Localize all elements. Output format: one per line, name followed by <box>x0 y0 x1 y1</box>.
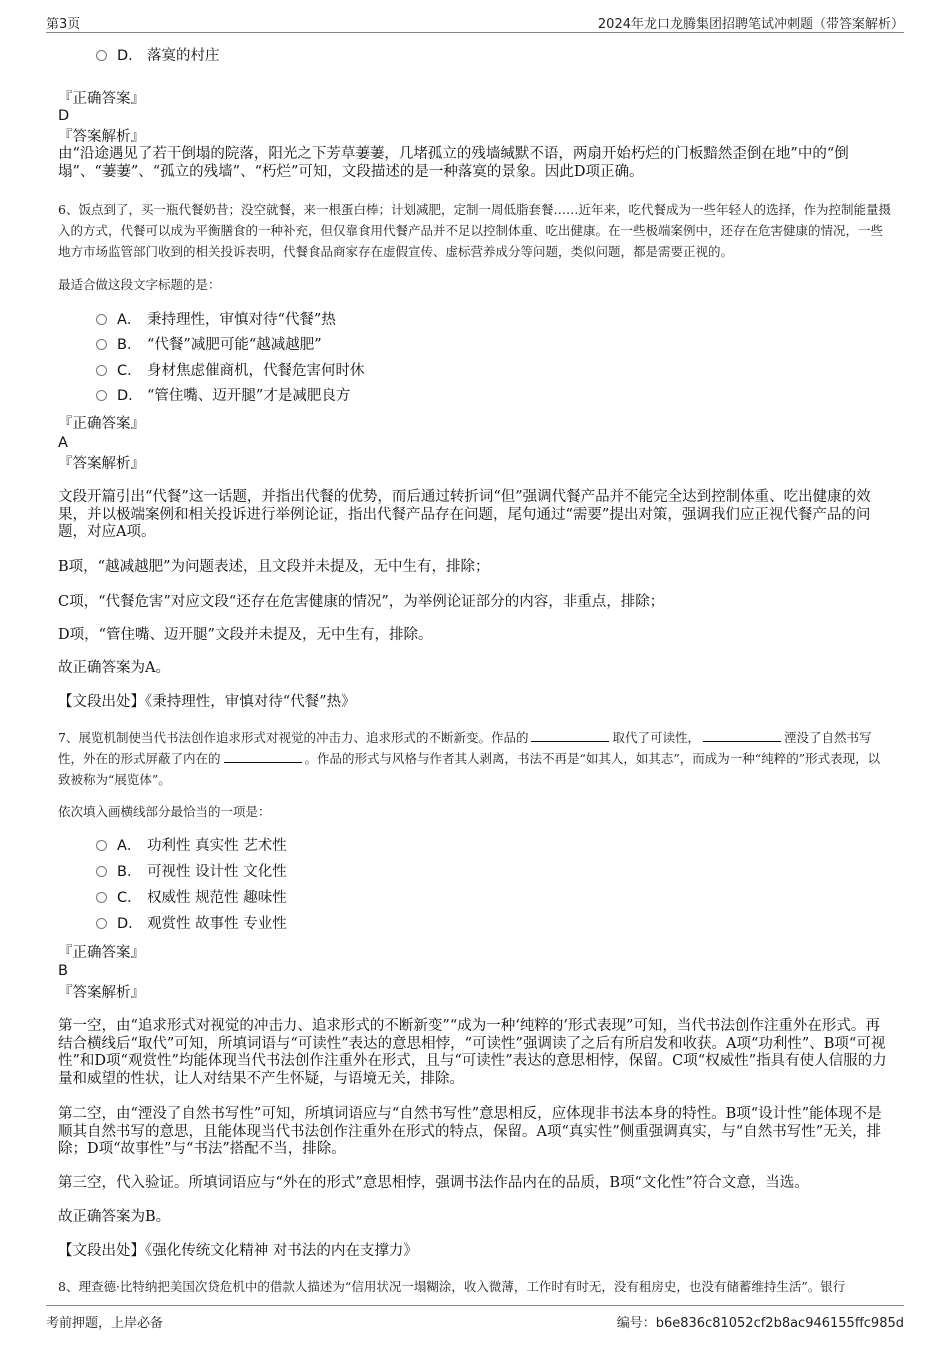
q5-correct-label: 『正确答案』 <box>58 91 145 107</box>
q7-source: 【文段出处】《强化传统文化精神 对书法的内在支撑力》 <box>58 1243 418 1259</box>
radio-icon[interactable] <box>96 840 107 851</box>
q6-option-d[interactable]: D． “管住嘴、迈开腿”才是减肥良方 <box>96 386 350 406</box>
q7-option-c[interactable]: C． 权威性 规范性 趣味性 <box>96 888 287 908</box>
q7-stem: 7、展览机制使当代书法创作追求形式对视觉的冲击力、追求形式的不断新变。作品的 取代了可读性， 湮没了自然书写性，外在的形式屏蔽了内在的 。作品的形式与风格与作者其人剥离，书法不再是“如其人，如其志”，而成为一种“纯粹的”形式表现，以致被称为“展览体”。 <box>58 730 881 787</box>
footer-slogan: 考前押题，上岸必备 <box>46 1316 164 1331</box>
q6-option-a[interactable]: A． 秉持理性，审慎对待“代餐”热 <box>96 310 336 330</box>
q6-correct-label: 『正确答案』 <box>58 416 145 432</box>
radio-icon[interactable] <box>96 918 107 929</box>
q7-option-d[interactable]: D． 观赏性 故事性 专业性 <box>96 914 287 934</box>
q6-analysis-2: B项，“越减越肥”为问题表述，且文段并未提及，无中生有，排除； <box>58 559 490 575</box>
q6-option-b[interactable]: B． “代餐”减肥可能“越减越肥” <box>96 335 322 355</box>
q5-answer: D <box>58 108 70 124</box>
q6-analysis-5: 故正确答案为A。 <box>58 660 170 676</box>
q6-prompt: 最适合做这段文字标题的是： <box>58 277 221 292</box>
q6-analysis-label: 『答案解析』 <box>58 456 145 472</box>
page-footer <box>46 1305 904 1332</box>
q7-analysis-3: 第三空，代入验证。所填词语应与“外在的形式”意思相悖，强调书法作品内在的品质，B项“文化性”符合文意，当选。 <box>58 1175 809 1191</box>
q5-analysis: 由“沿途遇见了若干倒塌的院落，阳光之下芳草萋萋，几堵孤立的残墙缄默不语，两扇开始朽烂的门板黯然歪倒在地”中的“倒塌”、“萋萋”、“孤立的残墙”、“朽烂”可知，文段描述的是一种落寞的景象。因此D项正确。 <box>58 146 849 180</box>
q6-analysis-1: 文段开篇引出“代餐”这一话题，并指出代餐的优势，而后通过转折词“但”强调代餐产品并不能完全达到控制体重、吃出健康的效果，并以极端案例和相关投诉进行举例论证，指出代餐产品存在问题，尾句通过“需要”提出对策，强调我们应正视代餐产品的问题，对应A项。 <box>58 489 871 540</box>
q7-prompt: 依次填入画横线部分最恰当的一项是： <box>58 804 271 819</box>
radio-icon[interactable] <box>96 339 107 350</box>
q7-analysis-2: 第二空，由“湮没了自然书写性”可知，所填词语应与“自然书写性”意思相反，应体现非书法本身的特性。B项“设计性”能体现不是顺其自然书写的意思，且能体现当代书法创作注重外在形式的特点，保留。A项“真实性”侧重强调真实，与“自然书写性”无关，排除；D项“故事性”与“书法”搭配不当，排除。 <box>58 1106 882 1157</box>
fill-blank-3[interactable] <box>224 749 302 763</box>
page-header <box>46 8 904 33</box>
q7-option-a[interactable]: A． 功利性 真实性 艺术性 <box>96 836 287 856</box>
q7-correct-label: 『正确答案』 <box>58 945 145 961</box>
q5-analysis-label: 『答案解析』 <box>58 129 145 145</box>
q6-analysis-4: D项，“管住嘴、迈开腿”文段并未提及，无中生有，排除。 <box>58 627 433 643</box>
q7-analysis-4: 故正确答案为B。 <box>58 1209 171 1225</box>
radio-icon[interactable] <box>96 390 107 401</box>
radio-icon[interactable] <box>96 892 107 903</box>
q7-answer: B <box>58 963 68 979</box>
q6-stem: 6、饭点到了，买一瓶代餐奶昔；没空就餐，来一根蛋白棒；计划减肥，定制一周低脂套餐……近年来，吃代餐成为一些年轻人的选择，作为控制能量摄入的方式，代餐可以成为平衡膳食的一种补充，但仅靠食用代餐产品并不足以控制体重、吃出健康。在一些极端案例中，还存在危害健康的情况，一些地方市场监管部门收到的相关投诉表明，代餐食品商家存在虚假宣传、虚标营养成分等问题，类似问题，都是需要正视的。 <box>58 202 891 259</box>
q6-analysis-3: C项，“代餐危害”对应文段“还存在危害健康的情况”，为举例论证部分的内容，非重点，排除； <box>58 594 665 610</box>
q7-option-b[interactable]: B． 可视性 设计性 文化性 <box>96 862 287 882</box>
q5-option-d[interactable]: D． 落寞的村庄 <box>96 46 220 66</box>
radio-icon[interactable] <box>96 314 107 325</box>
document-title: 2024年龙口龙腾集团招聘笔试冲刺题（带答案解析） <box>597 17 904 32</box>
q6-option-c[interactable]: C． 身材焦虑催商机，代餐危害何时休 <box>96 361 365 381</box>
q6-answer: A <box>58 435 68 451</box>
q7-analysis-1: 第一空，由“追求形式对视觉的冲击力、追求形式的不断新变”“成为一种‘纯粹的’形式表现”可知，当代书法创作注重外在形式。再结合横线后“取代”可知，所填词语与“可读性”表达的意思相悖，“可读性”强调读了之后有所启发和收获。A项“功利性”、B项“可视性”和D项“观赏性”均能体现当代书法创作注重外在形式，且与“可读性”表达的意思相悖，保留。C项“权威性”指具有使人信服的力量和威望的性状，让人对结果不产生怀疑，与语境无关，排除。 <box>58 1018 887 1087</box>
radio-icon[interactable] <box>96 365 107 376</box>
document-code: 编号：b6e836c81052cf2b8ac946155ffc985d <box>616 1316 904 1331</box>
page-number: 第3页 <box>46 17 81 32</box>
q8-stem: 8、理查德·比特纳把美国次贷危机中的借款人描述为“信用状况一塌糊涂，收入微薄，工作时有时无，没有租房史，也没有储蓄维持生活”。银行 <box>58 1279 846 1294</box>
q6-source: 【文段出处】《秉持理性，审慎对待“代餐”热》 <box>58 694 356 710</box>
fill-blank-1[interactable] <box>531 728 609 742</box>
fill-blank-2[interactable] <box>703 728 781 742</box>
radio-icon[interactable] <box>96 50 107 61</box>
radio-icon[interactable] <box>96 866 107 877</box>
q7-analysis-label: 『答案解析』 <box>58 985 145 1001</box>
